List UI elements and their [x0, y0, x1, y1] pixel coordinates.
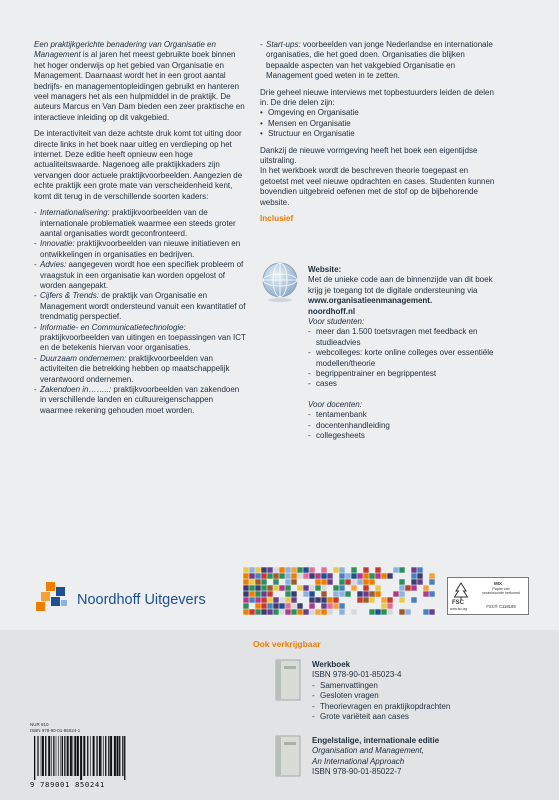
list-item: - Theorievragen en praktijkopdrachten [312, 702, 532, 712]
kader-desc: praktijkvoorbeelden van zakendoen in verschillende landen en cultuureigenschappen waarmee rekening gehouden moet worden. [40, 385, 240, 415]
kader-desc: aangegeven wordt hoe een specifiek probleem of vraagstuk in een organisatie kan worden opgelost of worden aangepakt. [40, 260, 244, 290]
mosaic-tile [249, 567, 254, 572]
mosaic-tile [297, 573, 302, 578]
intro-paragraph [34, 40, 246, 123]
barcode-bar [124, 736, 125, 780]
mosaic-tile [411, 585, 416, 590]
color-mosaic [243, 567, 437, 615]
mosaic-tile [369, 579, 374, 584]
mosaic-tile [291, 591, 296, 596]
mosaic-tile [321, 603, 326, 608]
list-item: - cases [308, 379, 508, 389]
mosaic-tile [363, 597, 368, 602]
mosaic-tile [297, 609, 302, 614]
website-url-2[interactable]: noordhoff.nl [308, 306, 356, 316]
barcode-bar [41, 736, 42, 776]
kader-term: Informatie- en Communicatietechnologie: [40, 322, 186, 332]
mosaic-tile [363, 573, 368, 578]
mosaic-tile [285, 603, 290, 608]
mosaic-tile [255, 603, 260, 608]
mosaic-tile [297, 603, 302, 608]
mosaic-tile [339, 591, 344, 596]
also-available-heading: Ook verkrijgbaar [253, 639, 321, 649]
mosaic-tile [261, 573, 266, 578]
website-url-1[interactable]: www.organisatieenmanagement. [308, 296, 433, 306]
barcode-bar [53, 736, 54, 776]
mosaic-tile [429, 591, 434, 596]
mosaic-tile [321, 579, 326, 584]
mosaic-tile [267, 585, 272, 590]
mosaic-tile [309, 603, 314, 608]
barcode-bar [105, 736, 106, 776]
mosaic-tile [285, 591, 290, 596]
mosaic-tile [339, 585, 344, 590]
mosaic-tile [375, 585, 380, 590]
mosaic-tile [405, 609, 410, 614]
barcode-bar [99, 736, 101, 776]
mosaic-tile [267, 603, 272, 608]
fsc-mix: MIX [494, 581, 503, 586]
teachers-label: Voor docenten: [308, 399, 362, 409]
mosaic-tile [261, 609, 266, 614]
mosaic-tile [315, 609, 320, 614]
werkboek-book-icon [272, 658, 304, 702]
kader-desc: praktijkvoorbeelden van de internationale problematiek waarmee een steeds groter aantal organisaties wordt geconfronteerd. [40, 208, 236, 238]
barcode-bar [56, 736, 57, 776]
kader-term: Advies: [40, 260, 67, 270]
mosaic-tile [369, 609, 374, 614]
intro-text: is al jaren het meest gebruikte boek binnen het hoger onderwijs op het gebied van Organisatie en Management. Daarnaast wordt het in een groot aantal bedrijfs- en managementopleidingen gebruikt en hanteren veel managers het als een hulpmiddel in de praktijk. De auteurs Marcus en Van Dam bieden een zeer praktische en interactieve inleiding op dit vakgebied. [34, 50, 245, 122]
mosaic-tile [375, 609, 380, 614]
mosaic-tile [357, 579, 362, 584]
mosaic-tile [285, 609, 290, 614]
mosaic-tile [243, 585, 248, 590]
fsc-label [447, 577, 529, 615]
delen-list [260, 108, 496, 139]
mosaic-tile [327, 609, 332, 614]
barcode-isbn: ISBN 978-90-01-85024-1 [30, 728, 81, 733]
mosaic-tile [303, 585, 308, 590]
mosaic-tile [321, 573, 326, 578]
mosaic-tile [243, 579, 248, 584]
mosaic-tile [351, 579, 356, 584]
mosaic-tile [363, 579, 368, 584]
mosaic-tile [363, 585, 368, 590]
mosaic-tile [375, 573, 380, 578]
mosaic-tile [279, 567, 284, 572]
mosaic-tile [309, 609, 314, 614]
list-item [34, 354, 246, 385]
mosaic-tile [303, 567, 308, 572]
barcode-bar [117, 736, 119, 776]
werkboek-isbn: ISBN 978-90-01-85023-4 [312, 670, 402, 680]
mosaic-tile [249, 597, 254, 602]
mosaic-tile [321, 591, 326, 596]
kader-desc: de praktijk van Organisatie en Management wordt ondersteund vanuit een kwantitatief of trendmatig perspectief. [40, 291, 246, 322]
list-item: • Omgeving en Organisatie [260, 108, 496, 118]
list-item [34, 239, 246, 260]
barcode-bar [38, 736, 39, 776]
fsc-brand: FSC [452, 600, 464, 606]
list-item: - begrippentrainer en begrippentest [308, 369, 508, 379]
mosaic-tile [381, 597, 386, 602]
barcode-bar [45, 736, 46, 776]
website-desc: Met de unieke code aan de binnenzijde van dit boek krijg je toegang tot de digitale ondersteuning via [308, 275, 493, 295]
mosaic-tile [357, 591, 362, 596]
mosaic-tile [285, 579, 290, 584]
barcode-bar [108, 736, 109, 776]
mosaic-tile [339, 603, 344, 608]
barcode-bar [93, 736, 95, 776]
mosaic-tile [339, 567, 344, 572]
mosaic-tile [429, 573, 434, 578]
list-item: • Structuur en Organisatie [260, 129, 496, 139]
mosaic-tile [273, 579, 278, 584]
mosaic-tile [393, 567, 398, 572]
mosaic-tile [405, 585, 410, 590]
barcode-digits: 9 789001 850241 [30, 780, 105, 789]
mosaic-tile [327, 573, 332, 578]
mosaic-tile [243, 573, 248, 578]
mosaic-tile [315, 573, 320, 578]
barcode [30, 722, 130, 790]
mosaic-tile [351, 609, 356, 614]
mosaic-tile [273, 603, 278, 608]
mosaic-tile [411, 573, 416, 578]
website-label: Website: [308, 265, 342, 274]
mosaic-tile [285, 585, 290, 590]
mosaic-tile [411, 567, 416, 572]
mosaic-tile [285, 567, 290, 572]
mosaic-tile [387, 597, 392, 602]
mosaic-tile [387, 609, 392, 614]
mosaic-tile [339, 579, 344, 584]
mosaic-tile [309, 585, 314, 590]
mosaic-tile [369, 597, 374, 602]
mosaic-tile [423, 609, 428, 614]
mosaic-tile [249, 585, 254, 590]
mosaic-tile [243, 597, 248, 602]
barcode-bar [37, 736, 38, 776]
werkboek-title: Werkboek [312, 660, 351, 669]
mosaic-tile [261, 579, 266, 584]
mosaic-tile [255, 573, 260, 578]
kader-term: Duurzaam ondernemen: [40, 353, 127, 363]
mosaic-tile [327, 597, 332, 602]
mosaic-tile [333, 585, 338, 590]
barcode-bar [67, 736, 69, 776]
mosaic-tile [249, 609, 254, 614]
mosaic-tile [315, 579, 320, 584]
mosaic-tile [261, 597, 266, 602]
mosaic-tile [261, 585, 266, 590]
mosaic-tile [345, 591, 350, 596]
barcode-bar [96, 736, 97, 776]
mosaic-tile [273, 609, 278, 614]
kader-term: Cijfers & Trends: [40, 291, 99, 301]
vormgeving-paragraph: Dankzij de nieuwe vormgeving heeft het boek een eigentijdse uitstraling. [260, 145, 478, 166]
barcode-bar [34, 736, 35, 780]
startups-desc: voorbeelden van jonge Nederlandse en internationale organisaties, die het goed doen. Organisaties die blijken bepaalde aspecten van het vakgebied Organisatie en Management goed weten in te zetten. [266, 40, 493, 81]
mosaic-tile [369, 573, 374, 578]
barcode-bar [83, 736, 85, 776]
mosaic-tile [327, 603, 332, 608]
list-item: - Gesloten vragen [312, 691, 532, 701]
mosaic-tile [417, 567, 422, 572]
mosaic-tile [261, 603, 266, 608]
mosaic-tile [411, 597, 416, 602]
startups-term: Start-ups: [266, 40, 301, 49]
globe-icon [260, 260, 300, 304]
barcode-bar [42, 736, 44, 776]
mosaic-tile [417, 573, 422, 578]
list-item: - tentamenbank [308, 410, 508, 420]
mosaic-tile [267, 573, 272, 578]
kader-term: Zakendoen in……..: [40, 385, 112, 394]
mosaic-tile [321, 585, 326, 590]
startups-item [260, 40, 496, 82]
mosaic-tile [339, 573, 344, 578]
werkboek-paragraph: In het werkboek wordt de beschreven theorie toegepast en getoetst met veel nieuwe opdrachten en cases. Studenten kunnen bovendien uitgebreid oefenen met de stof op de bijbehorende website. [260, 166, 495, 207]
mosaic-tile [255, 567, 260, 572]
mosaic-tile [357, 573, 362, 578]
mosaic-tile [375, 591, 380, 596]
mosaic-tile [297, 585, 302, 590]
mosaic-tile [327, 579, 332, 584]
mosaic-tile [243, 603, 248, 608]
mosaic-tile [267, 591, 272, 596]
mosaic-tile [321, 567, 326, 572]
english-edition-block [312, 736, 532, 778]
barcode-bar [80, 736, 82, 780]
mosaic-tile [351, 573, 356, 578]
barcode-bar [73, 736, 74, 776]
mosaic-tile [279, 609, 284, 614]
mosaic-tile [417, 579, 422, 584]
kaders-list [34, 208, 246, 416]
mosaic-tile [429, 609, 434, 614]
mosaic-tile [357, 597, 362, 602]
barcode-bar [48, 736, 50, 776]
barcode-bar [87, 736, 88, 776]
mosaic-tile [243, 591, 248, 596]
english-edition-title: Engelstalige, internationale editie [312, 736, 440, 745]
mosaic-tile [249, 573, 254, 578]
mosaic-tile [291, 597, 296, 602]
mosaic-tile [399, 585, 404, 590]
mosaic-tile [273, 567, 278, 572]
students-label: Voor studenten: [308, 317, 365, 327]
mosaic-tile [267, 597, 272, 602]
mosaic-tile [309, 573, 314, 578]
mosaic-tile [369, 591, 374, 596]
inclusief-heading: Inclusief [260, 214, 294, 224]
barcode-bar [64, 736, 65, 776]
fsc-url: www.fsc.org [450, 607, 468, 611]
mosaic-tile [291, 573, 296, 578]
barcode-nur: NUR 810 [30, 722, 49, 727]
mosaic-tile [429, 579, 434, 584]
list-item [34, 208, 246, 239]
barcode-bar [119, 736, 120, 776]
mosaic-tile [399, 567, 404, 572]
list-item [34, 291, 246, 322]
english-edition-subtitle-2: An International Approach [312, 756, 405, 766]
mosaic-tile [267, 609, 272, 614]
mosaic-tile [333, 591, 338, 596]
kader-desc: praktijkvoorbeelden van activiteiten die betrekking hebben op maatschappelijk verantwoord ondernemen. [40, 353, 230, 384]
english-edition-isbn: ISBN 978-90-01-85022-7 [312, 767, 402, 777]
mosaic-tile [255, 585, 260, 590]
mosaic-tile [243, 609, 248, 614]
list-item [34, 260, 246, 291]
mosaic-tile [399, 597, 404, 602]
mosaic-tile [255, 597, 260, 602]
mosaic-tile [333, 603, 338, 608]
mosaic-tile [291, 603, 296, 608]
barcode-bar [77, 736, 79, 776]
mosaic-tile [279, 585, 284, 590]
publisher-name: Noordhoff Uitgevers [77, 592, 206, 608]
mosaic-tile [297, 567, 302, 572]
mosaic-tile [279, 597, 284, 602]
barcode-bar [122, 736, 123, 776]
fsc-code: FSC® C118189 [486, 604, 516, 609]
mosaic-tile [267, 567, 272, 572]
mosaic-tile [273, 597, 278, 602]
mosaic-tile [315, 585, 320, 590]
mosaic-tile [423, 585, 428, 590]
mosaic-tile [279, 603, 284, 608]
mosaic-tile [261, 567, 266, 572]
werkboek-block [312, 660, 532, 722]
kader-desc: praktijkvoorbeelden van uitingen en toepassingen van ICT en de betekenis hiervan voor organisaties. [40, 332, 246, 353]
mosaic-tile [255, 579, 260, 584]
fsc-text [478, 587, 524, 596]
mosaic-tile [303, 591, 308, 596]
barcode-bar [70, 736, 72, 776]
barcode-bar [102, 736, 103, 776]
mosaic-tile [381, 573, 386, 578]
barcode-bar [114, 736, 116, 776]
mosaic-tile [333, 567, 338, 572]
interviews-paragraph: Drie geheel nieuwe interviews met topbestuurders leiden de delen in. De drie delen zijn: [260, 87, 494, 108]
mosaic-tile [321, 609, 326, 614]
mosaic-tile [279, 573, 284, 578]
mosaic-tile [321, 597, 326, 602]
mosaic-tile [285, 573, 290, 578]
noordhoff-logo [32, 582, 242, 616]
mosaic-tile [285, 597, 290, 602]
mosaic-tile [375, 567, 380, 572]
mosaic-tile [351, 585, 356, 590]
english-edition-subtitle-1: Organisation and Management, [312, 746, 425, 756]
mosaic-tile [345, 573, 350, 578]
mosaic-tile [363, 567, 368, 572]
mosaic-tile [309, 591, 314, 596]
mosaic-tile [291, 609, 296, 614]
mosaic-tile [381, 603, 386, 608]
mosaic-tile [315, 597, 320, 602]
mosaic-tile [255, 591, 260, 596]
mosaic-tile [399, 609, 404, 614]
mosaic-tile [291, 579, 296, 584]
mosaic-tile [393, 591, 398, 596]
list-item: - meer dan 1.500 toetsvragen met feedback en studieadvies [308, 327, 508, 348]
fsc-text-line2: verantwoorde herkomst [482, 591, 520, 596]
mosaic-tile [243, 567, 248, 572]
left-column [34, 40, 246, 416]
mosaic-tile [411, 579, 416, 584]
barcode-bar [103, 736, 104, 776]
english-edition-book-icon [272, 734, 304, 778]
barcode-bars [30, 736, 130, 780]
barcode-bar [61, 736, 62, 776]
barcode-bar [51, 736, 52, 776]
mosaic-tile [333, 597, 338, 602]
mosaic-tile [339, 609, 344, 614]
list-item: - webcolleges: korte online colleges over essentiële modellen/theorie [308, 348, 508, 369]
list-item [34, 385, 246, 416]
list-item: - docentenhandleiding [308, 421, 508, 431]
barcode-bar [110, 736, 112, 776]
mosaic-tile [309, 567, 314, 572]
mosaic-tile [351, 567, 356, 572]
fsc-text-line1: Papier van [492, 587, 510, 591]
mosaic-tile [273, 585, 278, 590]
mosaic-tile [303, 609, 308, 614]
kader-desc: praktijkvoorbeelden van nieuwe initiatieven en ontwikkelingen in organisaties en bedrijven. [40, 239, 241, 259]
kader-term: Innovatie: [40, 239, 75, 249]
barcode-bar [58, 736, 59, 776]
intro-title: Een praktijkgerichte benadering van Organisatie en Management [34, 40, 216, 60]
mosaic-tile [291, 567, 296, 572]
barcode-bar [74, 736, 76, 776]
list-item: - Samenvattingen [312, 681, 532, 691]
mosaic-tile [345, 579, 350, 584]
website-block [308, 265, 508, 442]
barcode-bar [90, 736, 91, 776]
mosaic-tile [309, 597, 314, 602]
mosaic-tile [303, 573, 308, 578]
mosaic-tile [387, 603, 392, 608]
mosaic-tile [399, 579, 404, 584]
mosaic-tile [255, 609, 260, 614]
right-column [260, 40, 496, 225]
mosaic-tile [381, 609, 386, 614]
mosaic-tile [249, 591, 254, 596]
mosaic-tile [249, 579, 254, 584]
mosaic-tile [363, 591, 368, 596]
mosaic-tile [261, 591, 266, 596]
interactivity-paragraph: De interactiviteit van deze achtste druk komt tot uiting door directe links in het boek naar uitleg en verdieping op het internet. Deze editie heeft opnieuw een hoge actualiteitswaarde. Nagenoeg alle praktijkkaders zijn vervangen door actuele praktijkvoorbeelden. Aangezien de echte praktijk een grote mate van verscheidenheid kent, komt dit terug in de verschillende soorten kaders: [34, 129, 243, 201]
mosaic-tile [273, 573, 278, 578]
mosaic-tile [387, 573, 392, 578]
kader-term: Internationalisering: [40, 208, 110, 218]
barcode-bar [62, 736, 63, 776]
mosaic-tile [399, 591, 404, 596]
list-item: • Mensen en Organisatie [260, 119, 496, 129]
noordhoff-mark-icon [32, 582, 74, 616]
list-item: - collegesheets [308, 431, 508, 441]
list-item [34, 323, 246, 354]
mosaic-tile [423, 591, 428, 596]
list-item: - Grote variëteit aan cases [312, 712, 532, 722]
